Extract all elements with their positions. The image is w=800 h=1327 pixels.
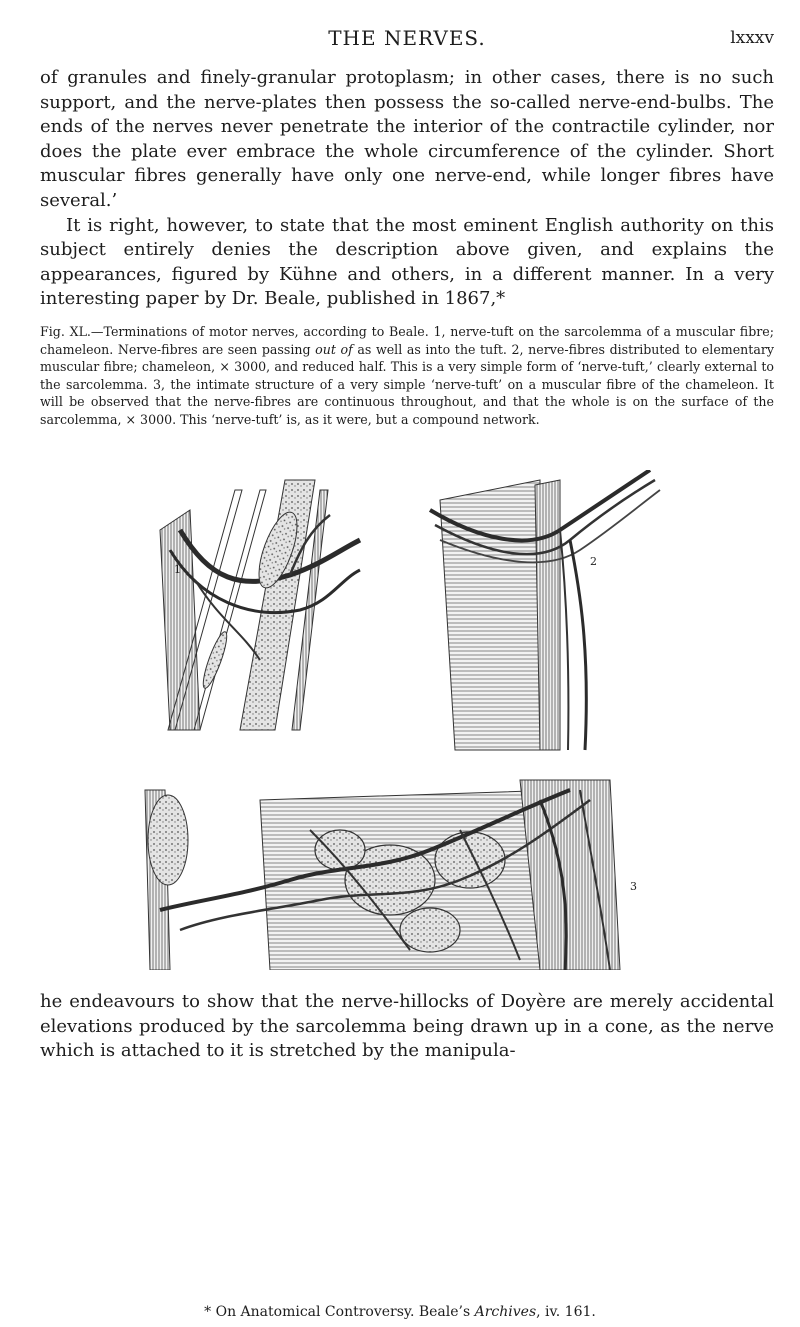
caption-italic: out of: [315, 341, 353, 357]
footnote-italic: Archives: [474, 1304, 537, 1320]
figure-2-label: 2: [590, 555, 597, 568]
figure-illustration: [140, 470, 670, 970]
figure-1-panel: [160, 480, 360, 730]
top-text-block: [40, 66, 774, 312]
page-number: lxxxv: [730, 28, 774, 48]
figure-3-label: 3: [630, 880, 637, 893]
footnote: [0, 1304, 800, 1320]
running-header: [40, 22, 774, 52]
caption-text-2: as well as into the tuft. 2, nerve-fibres distributed to elementary muscular fibre; chameleon, × 3000, and reduced half. This is a very simple form of ‘nerve-tuft,’ clearly external to the sarcolemma. 3, the intimate structure of a very simple ‘nerve-tuft’ on a muscular fibre of the chameleon. It will be observed that the nerve-fibres are continuous throughout, and that the whole is on the surface of the sarcolemma, × 3000. This ‘nerve-tuft’ is, as it were, but a compound network.: [40, 341, 774, 427]
figure-1-label: 1: [174, 563, 181, 576]
figure-caption: [40, 323, 774, 429]
paragraph-beale: It is right, however, to state that the most eminent English authority on this subject entirely denies the description above given, and explains the appearances, figured by Kühne and others, in a different manner. In a very interesting paper by Dr. Beale, published in 1867,*: [40, 214, 774, 310]
figure-nerve-terminations: [140, 470, 670, 970]
bottom-text-block: [40, 990, 774, 1064]
paragraph-continuation: of granules and finely-granular protoplasm; in other cases, there is no such support, and the nerve-plates then possess the so-called nerve-end-bulbs. The ends of the nerves never penetrate the interior of the contractile cylinder, nor does the plate ever embrace the whole circumference of the cylinder. Short muscular fibres generally have only one nerve-end, while longer fibres have several.’: [40, 67, 774, 211]
running-title: THE NERVES.: [328, 26, 486, 50]
figure-3-panel: [145, 780, 637, 970]
paragraph-endeavours: he endeavours to show that the nerve-hillocks of Doyère are merely accidental elevations produced by the sarcolemma being drawn up in a cone, as the nerve which is attached to it is stretched by the manipula-: [40, 991, 774, 1062]
footnote-marker: *: [204, 1304, 212, 1320]
caption-text-1: Fig. XL.—Terminations of motor nerves, according to Beale. 1, nerve-tuft on the sarcolemma of a muscular fibre; chameleon. Nerve-fibres are seen passing: [40, 324, 774, 357]
footnote-text: On Anatomical Controversy. Beale’s: [211, 1304, 475, 1320]
figure-2-panel: [430, 470, 660, 750]
footnote-tail: , iv. 161.: [536, 1304, 596, 1320]
